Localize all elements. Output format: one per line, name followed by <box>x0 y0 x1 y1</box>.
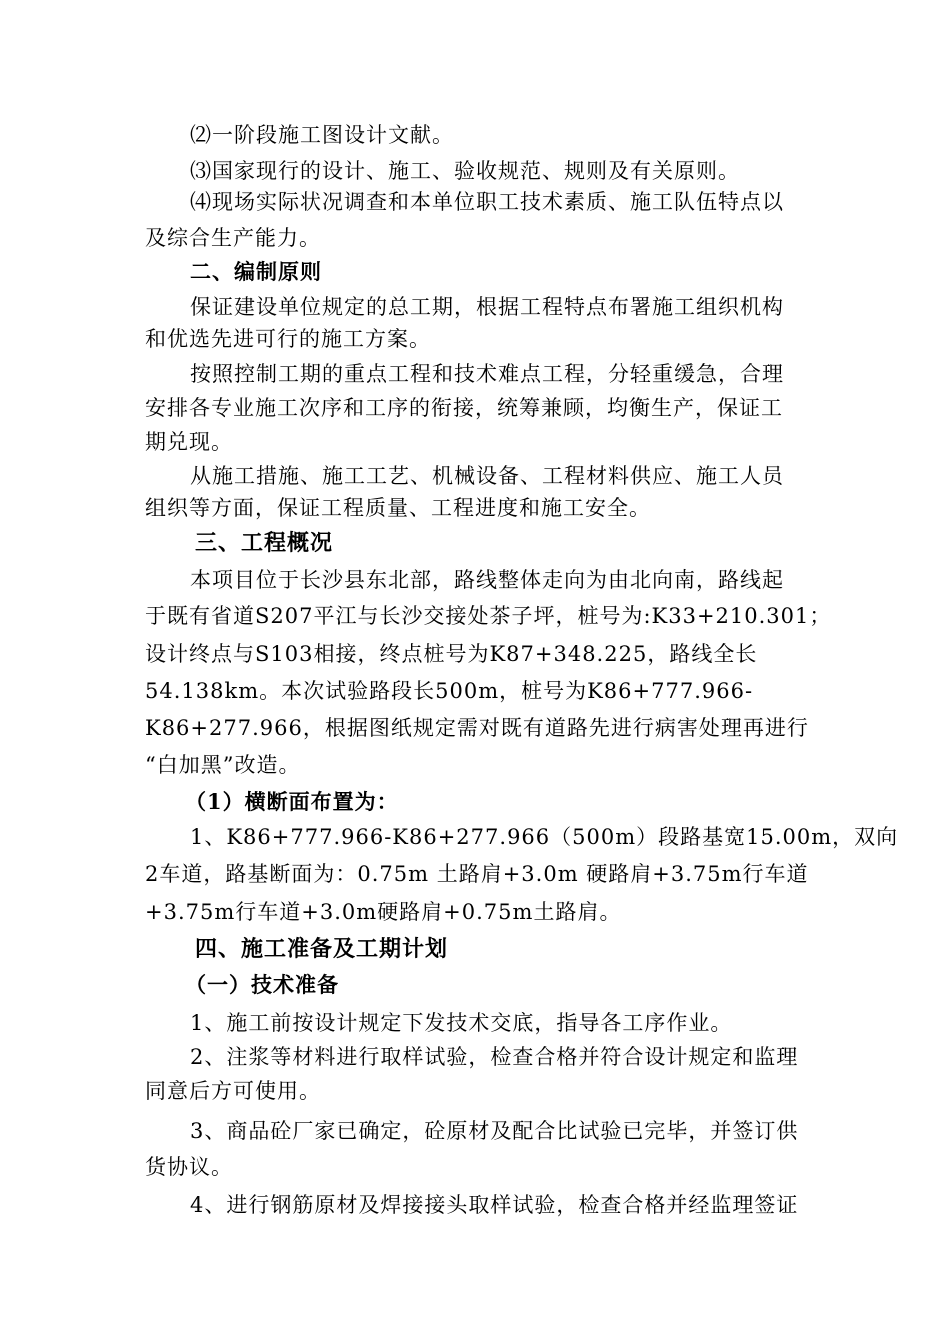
paragraph-line: 设计终点与S103相接，终点桩号为K87+348.225，路线全长 <box>145 642 758 666</box>
paragraph-line: K86+277.966，根据图纸规定需对既有道路先进行病害处理再进行 <box>145 716 809 740</box>
paragraph-line: +3.75m行车道+3.0m硬路肩+0.75m土路肩。 <box>145 900 622 924</box>
basis-item-4-line-1: ⑷现场实际状况调查和本单位职工技术素质、施工队伍特点以 <box>190 190 784 214</box>
section-heading-preparation: 四、施工准备及工期计划 <box>195 936 449 962</box>
list-item: 2、注浆等材料进行取样试验，检查合格并符合设计规定和监理 <box>190 1045 799 1069</box>
paragraph-line: 期兑现。 <box>145 430 233 454</box>
paragraph-line: 按照控制工期的重点工程和技术难点工程，分轻重缓急，合理 <box>190 362 784 386</box>
basis-item-3: ⑶国家现行的设计、施工、验收规范、规则及有关原则。 <box>190 159 740 183</box>
list-item: 3、商品砼厂家已确定，砼原材及配合比试验已完毕，并签订供 <box>190 1119 799 1143</box>
paragraph-line: 和优选先进可行的施工方案。 <box>145 327 431 351</box>
paragraph-line: 组织等方面，保证工程质量、工程进度和施工安全。 <box>145 496 651 520</box>
list-item: 1、施工前按设计规定下发技术交底，指导各工序作业。 <box>190 1011 733 1035</box>
paragraph-line: 2车道，路基断面为：0.75m 土路肩+3.0m 硬路肩+3.75m行车道 <box>145 862 809 886</box>
subheading-technical-preparation: （一）技术准备 <box>185 972 339 997</box>
list-item-continuation: 同意后方可使用。 <box>145 1079 321 1103</box>
paragraph-line: 从施工措施、施工工艺、机械设备、工程材料供应、施工人员 <box>190 464 784 488</box>
paragraph-line: 本项目位于长沙县东北部，路线整体走向为由北向南，路线起 <box>190 568 784 592</box>
section-heading-principles: 二、编制原则 <box>190 259 322 284</box>
basis-item-2: ⑵一阶段施工图设计文献。 <box>190 123 454 147</box>
basis-item-4-line-2: 及综合生产能力。 <box>145 226 321 250</box>
paragraph-line: 安排各专业施工次序和工序的衔接，统筹兼顾，均衡生产，保证工 <box>145 396 783 420</box>
list-item-continuation: 货协议。 <box>145 1155 233 1179</box>
paragraph-line: 1、K86+777.966-K86+277.966（500m）段路基宽15.00m，双向 <box>190 825 899 849</box>
subheading-cross-section: （1）横断面布置为： <box>185 789 399 814</box>
paragraph-line: 54.138km。本次试验路段长500m，桩号为K86+777.966- <box>145 679 754 703</box>
section-heading-overview: 三、工程概况 <box>195 530 334 556</box>
paragraph-line: 于既有省道S207平江与长沙交接处茶子坪，桩号为:K33+210.301； <box>145 604 832 628</box>
paragraph-line: “白加黑”改造。 <box>145 753 301 777</box>
list-item: 4、进行钢筋原材及焊接接头取样试验，检查合格并经监理签证 <box>190 1193 799 1217</box>
paragraph-line: 保证建设单位规定的总工期，根据工程特点布署施工组织机构 <box>190 295 784 319</box>
